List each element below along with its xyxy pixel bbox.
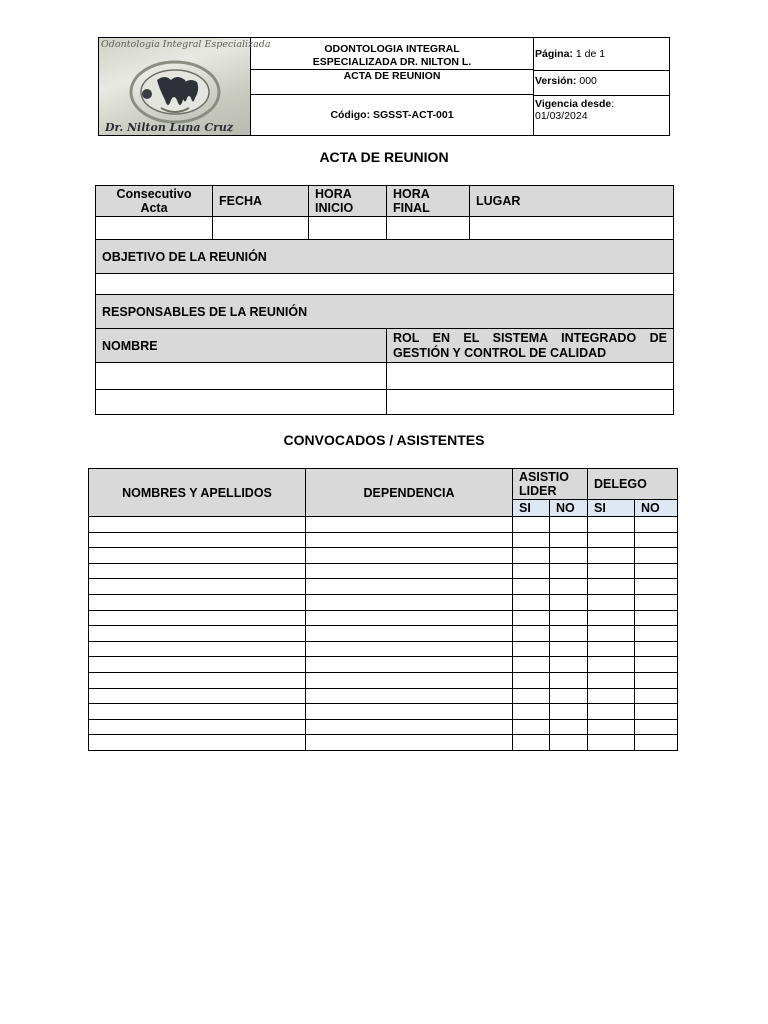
asistio-si-field[interactable] (513, 735, 550, 751)
objetivo-field[interactable] (96, 274, 674, 295)
attendee-row (89, 719, 678, 735)
attendee-row (89, 610, 678, 626)
col-dependencia: DEPENDENCIA (306, 469, 513, 517)
delego-no-field[interactable] (635, 641, 678, 657)
delego-si-field[interactable] (588, 532, 635, 548)
asistio-no-field[interactable] (550, 657, 588, 673)
attendee-name-field[interactable] (89, 641, 306, 657)
attendee-name-field[interactable] (89, 579, 306, 595)
attendee-dependencia-field[interactable] (306, 719, 513, 735)
delego-si-field[interactable] (588, 548, 635, 564)
objetivo-label: OBJETIVO DE LA REUNIÓN (96, 240, 674, 274)
asistio-si-field[interactable] (513, 704, 550, 720)
delego-si-field[interactable] (588, 719, 635, 735)
delego-si-field[interactable] (588, 641, 635, 657)
asistio-si-field[interactable] (513, 641, 550, 657)
delego-no-field[interactable] (635, 657, 678, 673)
attendee-row (89, 704, 678, 720)
delego-si-field[interactable] (588, 657, 635, 673)
clinic-name-line2: ESPECIALIZADA DR. NILTON L. (312, 56, 472, 68)
attendee-name-field[interactable] (89, 610, 306, 626)
asistio-si-label: SI (513, 500, 550, 517)
clinic-name (251, 38, 533, 70)
lugar-field[interactable] (470, 217, 674, 240)
logo-top-text: Odontologia Integral Especializada (101, 39, 271, 50)
validity-label: Vigencia desde (535, 98, 612, 110)
code-value: SGSST-ACT-001 (373, 109, 454, 121)
attendee-name-field[interactable] (89, 688, 306, 704)
attendee-name-field[interactable] (89, 719, 306, 735)
delego-si-field[interactable] (588, 688, 635, 704)
attendee-dependencia-field[interactable] (306, 672, 513, 688)
asistio-si-field[interactable] (513, 672, 550, 688)
col-hora-final: HORA FINAL (387, 186, 470, 217)
meeting-title: ACTA DE REUNION (319, 149, 449, 165)
attendee-dependencia-field[interactable] (306, 517, 513, 533)
attendee-name-field[interactable] (89, 563, 306, 579)
attendee-name-field[interactable] (89, 704, 306, 720)
delego-no-field[interactable] (635, 626, 678, 642)
delego-si-field[interactable] (588, 704, 635, 720)
delego-no-field[interactable] (635, 532, 678, 548)
responsable-nombre-field[interactable] (96, 390, 387, 415)
col-nombres-apellidos: NOMBRES Y APELLIDOS (89, 469, 306, 517)
delego-no-label: NO (635, 500, 678, 517)
col-asistio-lider: ASISTIO LIDER (513, 469, 588, 500)
attendee-name-field[interactable] (89, 517, 306, 533)
delego-no-field[interactable] (635, 563, 678, 579)
version-info (534, 71, 669, 96)
col-hora-inicio: HORA INICIO (309, 186, 387, 217)
hora-inicio-field[interactable] (309, 217, 387, 240)
delego-si-field[interactable] (588, 594, 635, 610)
attendee-name-field[interactable] (89, 626, 306, 642)
validity-info: Vigencia desde: 01/03/2024 (535, 98, 615, 122)
attendee-dependencia-field[interactable] (306, 641, 513, 657)
hora-final-field[interactable] (387, 217, 470, 240)
attendee-dependencia-field[interactable] (306, 688, 513, 704)
delego-no-field[interactable] (635, 517, 678, 533)
version-value: 000 (579, 75, 597, 87)
doc-name: ACTA DE REUNION (251, 70, 533, 95)
rol-label: ROL EN EL SISTEMA INTEGRADO DE GESTIÓN Y CONTROL DE CALIDAD (387, 329, 674, 363)
clinic-name-line1: ODONTOLOGIA INTEGRAL (324, 43, 460, 55)
col-fecha: FECHA (213, 186, 309, 217)
attendee-dependencia-field[interactable] (306, 548, 513, 564)
attendee-rows (89, 517, 678, 751)
logo-bottom-text: Dr. Nilton Luna Cruz (105, 121, 234, 134)
delego-no-field[interactable] (635, 610, 678, 626)
delego-no-field[interactable] (635, 735, 678, 751)
asistio-si-field[interactable] (513, 688, 550, 704)
version-label: Versión: (535, 75, 577, 87)
asistio-no-field[interactable] (550, 532, 588, 548)
attendee-name-field[interactable] (89, 548, 306, 564)
attendee-row (89, 548, 678, 564)
col-consecutivo: Consecutivo Acta (96, 186, 213, 217)
delego-no-field[interactable] (635, 688, 678, 704)
asistio-no-field[interactable] (550, 563, 588, 579)
page-value: 1 de 1 (575, 48, 606, 60)
delego-no-field[interactable] (635, 672, 678, 688)
delego-no-field[interactable] (635, 719, 678, 735)
consecutivo-field[interactable] (96, 217, 213, 240)
delego-si-field[interactable] (588, 672, 635, 688)
clinic-logo (99, 38, 271, 135)
attendee-name-field[interactable] (89, 672, 306, 688)
fecha-field[interactable] (213, 217, 309, 240)
attendee-name-field[interactable] (89, 735, 306, 751)
attendee-dependencia-field[interactable] (306, 610, 513, 626)
attendee-row (89, 657, 678, 673)
attendee-name-field[interactable] (89, 532, 306, 548)
delego-si-label: SI (588, 500, 635, 517)
nombre-label: NOMBRE (96, 329, 387, 363)
col-lugar: LUGAR (470, 186, 674, 217)
attendee-dependencia-field[interactable] (306, 579, 513, 595)
attendee-row (89, 594, 678, 610)
delego-no-field[interactable] (635, 548, 678, 564)
attendee-dependencia-field[interactable] (306, 735, 513, 751)
attendees-title: CONVOCADOS / ASISTENTES (283, 432, 485, 448)
responsable-rol-field[interactable] (387, 363, 674, 390)
attendee-row (89, 641, 678, 657)
asistio-si-field[interactable] (513, 626, 550, 642)
page-label: Página: (535, 48, 573, 60)
code-label: Código: (330, 109, 371, 121)
asistio-no-field[interactable] (550, 626, 588, 642)
attendee-dependencia-field[interactable] (306, 594, 513, 610)
attendee-row (89, 626, 678, 642)
asistio-si-field[interactable] (513, 610, 550, 626)
attendee-dependencia-field[interactable] (306, 704, 513, 720)
asistio-no-label: NO (550, 500, 588, 517)
tooth-emblem-icon (127, 56, 223, 128)
delego-no-field[interactable] (635, 579, 678, 595)
asistio-no-field[interactable] (550, 735, 588, 751)
asistio-no-field[interactable] (550, 641, 588, 657)
attendees-table (88, 468, 678, 751)
header-meta-block (534, 38, 669, 135)
header-title-block (251, 38, 534, 135)
attendee-row (89, 579, 678, 595)
attendee-name-field[interactable] (89, 594, 306, 610)
asistio-no-field[interactable] (550, 579, 588, 595)
delego-si-field[interactable] (588, 610, 635, 626)
delego-no-field[interactable] (635, 594, 678, 610)
delego-si-field[interactable] (588, 735, 635, 751)
delego-si-field[interactable] (588, 626, 635, 642)
meeting-table (95, 185, 674, 415)
attendee-dependencia-field[interactable] (306, 626, 513, 642)
asistio-no-field[interactable] (550, 594, 588, 610)
asistio-si-field[interactable] (513, 579, 550, 595)
asistio-si-field[interactable] (513, 548, 550, 564)
attendee-dependencia-field[interactable] (306, 563, 513, 579)
asistio-no-field[interactable] (550, 610, 588, 626)
attendee-dependencia-field[interactable] (306, 657, 513, 673)
asistio-no-field[interactable] (550, 517, 588, 533)
asistio-si-field[interactable] (513, 532, 550, 548)
document-header (98, 37, 670, 136)
asistio-si-field[interactable] (513, 563, 550, 579)
attendee-row (89, 672, 678, 688)
responsable-nombre-field[interactable] (96, 363, 387, 390)
asistio-no-field[interactable] (550, 548, 588, 564)
attendee-name-field[interactable] (89, 657, 306, 673)
delego-si-field[interactable] (588, 517, 635, 533)
validity-value: 01/03/2024 (535, 110, 588, 122)
attendee-row (89, 688, 678, 704)
asistio-no-field[interactable] (550, 704, 588, 720)
delego-si-field[interactable] (588, 563, 635, 579)
responsables-label: RESPONSABLES DE LA REUNIÓN (96, 295, 674, 329)
asistio-no-field[interactable] (550, 672, 588, 688)
asistio-si-field[interactable] (513, 594, 550, 610)
asistio-si-field[interactable] (513, 657, 550, 673)
attendee-row (89, 532, 678, 548)
asistio-no-field[interactable] (550, 719, 588, 735)
page-info (534, 38, 669, 71)
delego-si-field[interactable] (588, 579, 635, 595)
col-delego: DELEGO (588, 469, 678, 500)
attendee-dependencia-field[interactable] (306, 532, 513, 548)
asistio-no-field[interactable] (550, 688, 588, 704)
responsable-rol-field[interactable] (387, 390, 674, 415)
delego-no-field[interactable] (635, 704, 678, 720)
doc-code (251, 95, 533, 135)
attendee-row (89, 735, 678, 751)
asistio-si-field[interactable] (513, 719, 550, 735)
attendee-row (89, 563, 678, 579)
attendee-row (89, 517, 678, 533)
asistio-si-field[interactable] (513, 517, 550, 533)
